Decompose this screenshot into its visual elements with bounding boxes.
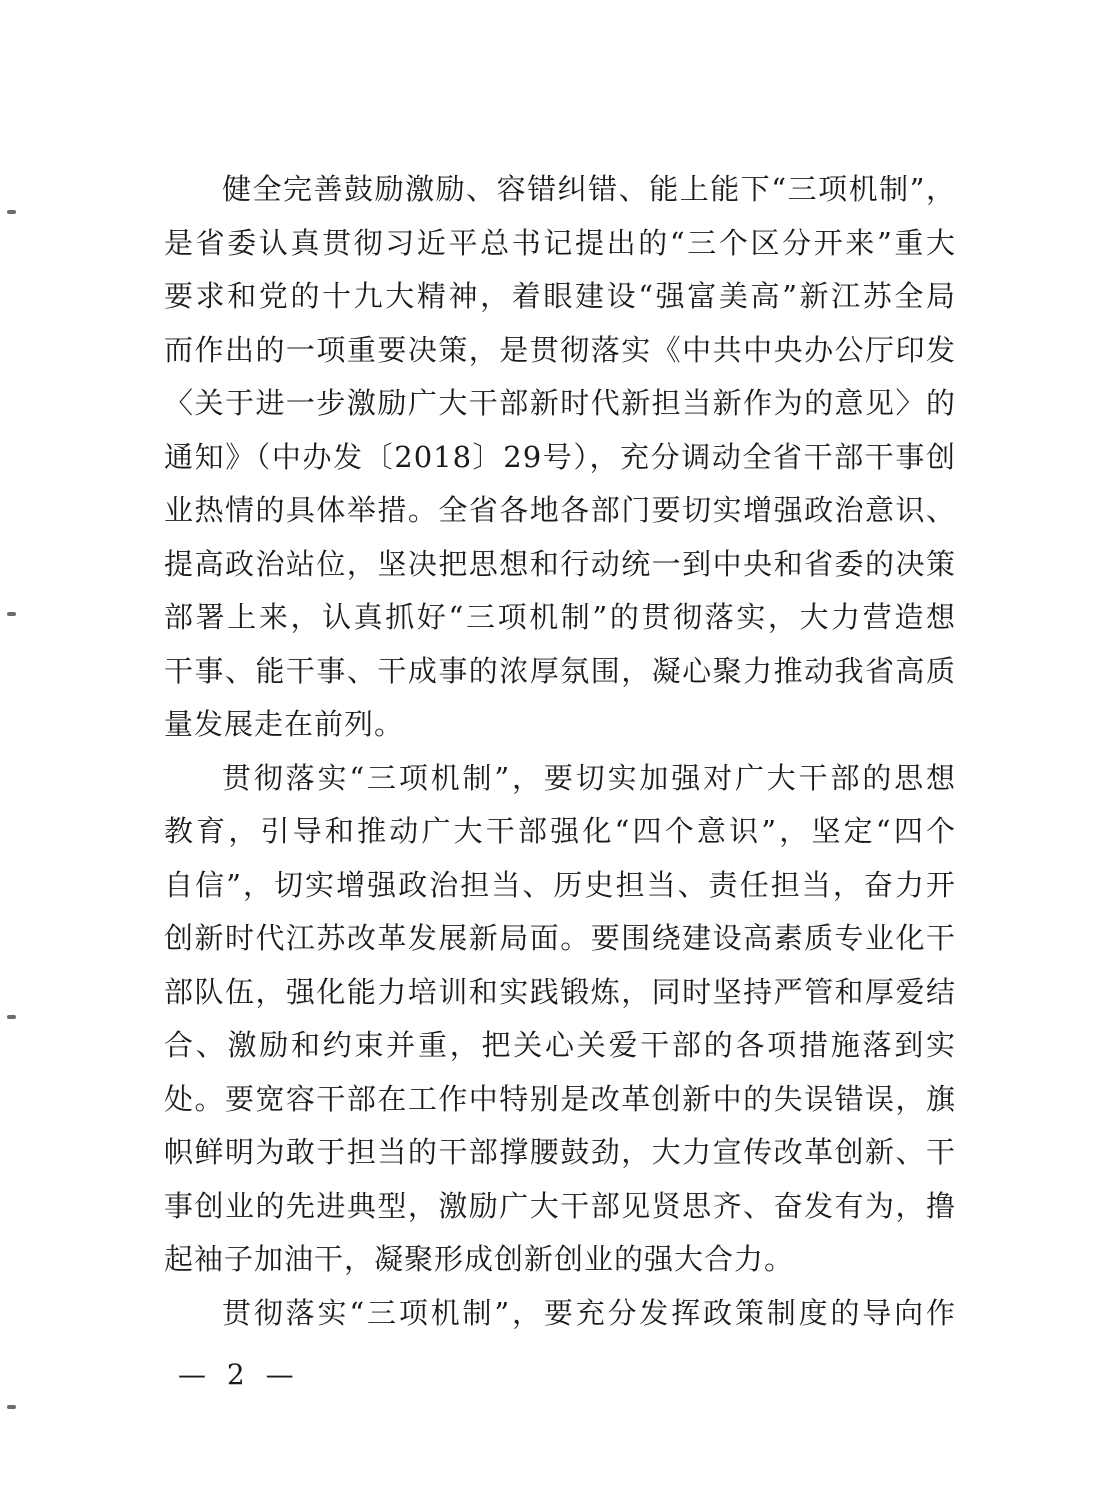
paragraph-line: 处。要宽容干部在工作中特别是改革创新中的失误错误，旗 xyxy=(164,1081,956,1116)
paragraph-line: 而作出的一项重要决策，是贯彻落实《中共中央办公厅印发 xyxy=(164,332,956,367)
paragraph-line: 贯彻落实“三项机制”，要充分发挥政策制度的导向作 xyxy=(222,1295,956,1330)
paragraph-line: 通知》（中办发〔2018〕29号），充分调动全省干部干事创 xyxy=(164,439,956,474)
paragraph-line: 提高政治站位，坚决把思想和行动统一到中央和省委的决策 xyxy=(164,546,956,581)
binding-hole-mark xyxy=(7,210,16,214)
paragraph-line: 部队伍，强化能力培训和实践锻炼，同时坚持严管和厚爱结 xyxy=(164,974,956,1009)
body-text xyxy=(164,163,956,1340)
paragraph-line: 是省委认真贯彻习近平总书记提出的“三个区分开来”重大 xyxy=(164,225,956,260)
binding-hole-mark xyxy=(7,1015,16,1019)
paragraph-line: 起袖子加油干，凝聚形成创新创业的强大合力。 xyxy=(164,1242,795,1276)
paragraph-line: 量发展走在前列。 xyxy=(164,707,405,741)
paragraph-line: 教育，引导和推动广大干部强化“四个意识”，坚定“四个 xyxy=(164,814,956,848)
paragraph-line: 要求和党的十九大精神，着眼建设“强富美高”新江苏全局 xyxy=(164,279,956,313)
paragraph-line: 健全完善鼓励激励、容错纠错、能上能下“三项机制”， xyxy=(222,172,956,206)
paragraph-line: 事创业的先进典型，激励广大干部见贤思齐、奋发有为，撸 xyxy=(164,1188,956,1223)
binding-hole-mark xyxy=(7,612,16,616)
paragraph-line: 创新时代江苏改革发展新局面。要围绕建设高素质专业化干 xyxy=(164,921,956,955)
binding-hole-mark xyxy=(7,1405,16,1409)
paragraph-line: 干事、能干事、干成事的浓厚氛围，凝心聚力推动我省高质 xyxy=(164,653,956,688)
page-number: — 2 — xyxy=(178,1358,300,1391)
paragraph-line: 〈关于进一步激励广大干部新时代新担当新作为的意见〉的 xyxy=(164,386,956,420)
paragraph-line: 合、激励和约束并重，把关心关爱干部的各项措施落到实 xyxy=(164,1028,956,1062)
paragraph-line: 业热情的具体举措。全省各地各部门要切实增强政治意识、 xyxy=(164,493,956,527)
paragraph-line: 部署上来，认真抓好“三项机制”的贯彻落实，大力营造想 xyxy=(164,600,956,634)
paragraph-line: 贯彻落实“三项机制”，要切实加强对广大干部的思想 xyxy=(222,760,956,795)
paragraph-line: 帜鲜明为敢于担当的干部撑腰鼓劲，大力宣传改革创新、干 xyxy=(164,1135,956,1169)
paragraph-line: 自信”，切实增强政治担当、历史担当、责任担当，奋力开 xyxy=(164,867,956,902)
